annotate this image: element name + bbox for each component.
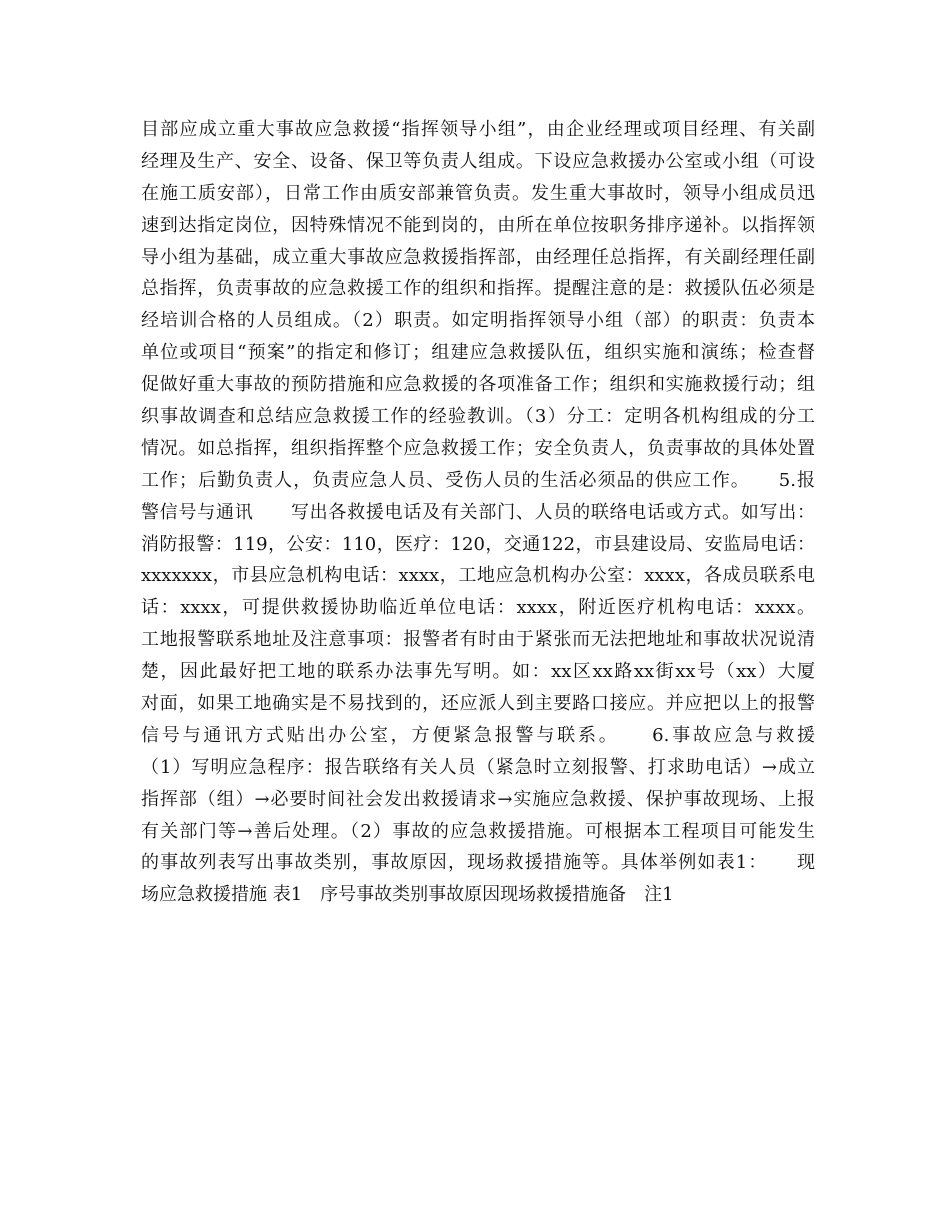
text-line: 有关部门等→善后处理。（2）事故的应急救援措施。可根据本工程项目可能发生 (141, 820, 815, 842)
text-line: 经培训合格的人员组成。（2）职责。如定明指挥领导小组（部）的职责：负责本 (141, 310, 815, 332)
text-line: 总指挥，负责事故的应急救援工作的组织和指挥。提醒注意的是：救援队伍必须是 (141, 278, 815, 300)
text-line: 工地报警联系地址及注意事项：报警者有时由于紧张而无法把地址和事故状况说清 (141, 629, 815, 651)
text-line: 楚，因此最好把工地的联系办法事先写明。如：xx区xx路xx街xx号（xx）大厦 (141, 661, 815, 683)
text-line: 单位或项目“预案”的指定和修订；组建应急救援队伍，组织实施和演练；检查督 (141, 342, 815, 364)
text-line: 消防报警：119，公安：110，医疗：120，交通122，市县建设局、安监局电话： (141, 533, 815, 555)
text-line: 促做好重大事故的预防措施和应急救援的各项准备工作；组织和实施救援行动；组 (141, 374, 815, 396)
text-line: 目部应成立重大事故应急救援“指挥领导小组”，由企业经理或项目经理、有关副 (141, 119, 815, 140)
text-line: 速到达指定岗位，因特殊情况不能到岗的，由所在单位按职务排序递补。以指挥领 (141, 214, 815, 236)
text-line: 警信号与通讯 写出各救援电话及有关部门、人员的联络电话或方式。如写出： (141, 501, 815, 523)
text-line: xxxxxxx，市县应急机构电话：xxxx，工地应急机构办公室：xxxx，各成员联系电 (141, 565, 815, 587)
text-line: 对面，如果工地确实是不易找到的，还应派人到主要路口接应。并应把以上的报警 (141, 693, 815, 715)
text-line: 经理及生产、安全、设备、保卫等负责人组成。下设应急救援办公室或小组（可设 (141, 150, 815, 172)
text-line: 的事故列表写出事故类别，事故原因，现场救援措施等。具体举例如表1： 现 (141, 852, 815, 874)
body-text (141, 114, 815, 911)
text-line: 织事故调查和总结应急救援工作的经验教训。（3）分工：定明各机构组成的分工 (141, 406, 815, 428)
text-line: 话：xxxx，可提供救援协助临近单位电话：xxxx，附近医疗机构电话：xxxx。 (141, 597, 815, 619)
text-line: （1）写明应急程序：报告联络有关人员（紧急时立刻报警、打求助电话）→成立 (141, 756, 815, 778)
text-line: 信号与通讯方式贴出办公室，方便紧急报警与联系。 6.事故应急与救援 (141, 724, 815, 746)
text-line: 指挥部（组）→必要时间社会发出救援请求→实施应急救援、保护事故现场、上报 (141, 788, 815, 810)
text-line: 场应急救援措施 表1 序号事故类别事故原因现场救援措施备 注1 (141, 884, 674, 906)
text-line: 工作；后勤负责人，负责应急人员、受伤人员的生活必须品的供应工作。 5.报 (141, 469, 815, 491)
text-line: 情况。如总指挥，组织指挥整个应急救援工作；安全负责人，负责事故的具体处置 (141, 437, 815, 459)
text-line: 在施工质安部），日常工作由质安部兼管负责。发生重大事故时，领导小组成员迅 (141, 182, 815, 204)
text-line: 导小组为基础，成立重大事故应急救援指挥部，由经理任总指挥，有关副经理任副 (141, 246, 815, 268)
